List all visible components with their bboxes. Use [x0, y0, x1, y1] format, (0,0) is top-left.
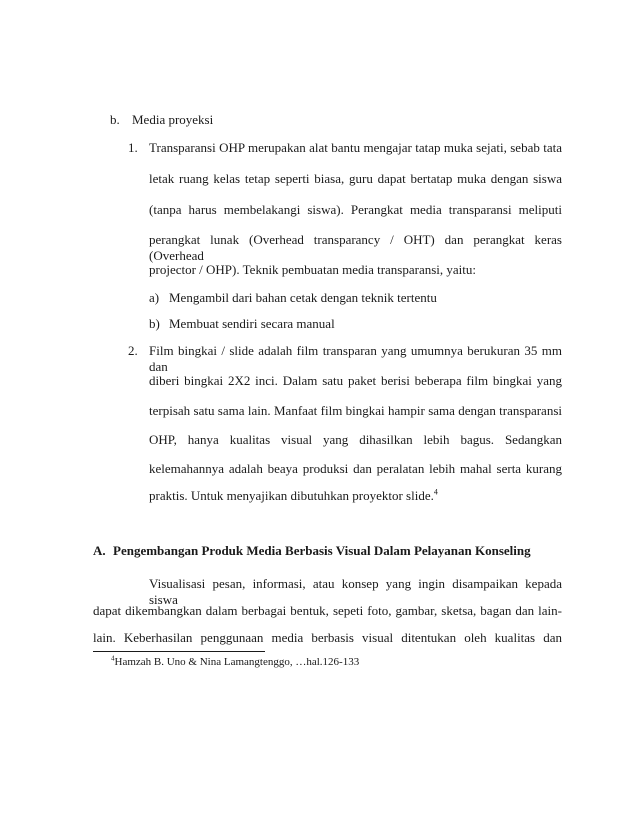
sub-item-b-text: Membuat sendiri secara manual — [169, 316, 335, 331]
item-1-line-1: Transparansi OHP merupakan alat bantu mengajar tatap muka sejati, sebab tata — [149, 140, 562, 155]
sub-item-a-marker: a) — [149, 290, 160, 305]
sub-item-a-text: Mengambil dari bahan cetak dengan teknik tertentu — [169, 290, 437, 305]
item-1-line-3: (tanpa harus membelakangi siswa). Perangkat media transparansi meliputi — [149, 202, 562, 217]
section-a-heading: Pengembangan Produk Media Berbasis Visual Dalam Pelayanan Konseling — [113, 543, 531, 558]
item-2-line-6 — [149, 488, 438, 504]
footnote-text: Hamzah B. Uno & Nina Lamangtenggo, …hal.126-133 — [114, 656, 360, 668]
sub-item-b-marker: b) — [149, 316, 160, 331]
item-2-line-2: diberi bingkai 2X2 inci. Dalam satu paket berisi beberapa film bingkai yang — [149, 373, 562, 388]
item-2-line-1: Film bingkai / slide adalah film transparan yang umumnya berukuran 35 mm dan — [149, 343, 562, 374]
section-b-title: Media proyeksi — [132, 112, 214, 127]
item-2-line-6-text: praktis. Untuk menyajikan dibutuhkan proyektor slide. — [149, 488, 434, 503]
item-1-line-4: perangkat lunak (Overhead transparancy / OHT) dan perangkat keras (Overhead — [149, 232, 562, 263]
footnote-reference[interactable]: 4 — [433, 487, 438, 497]
section-a-line-2: dapat dikembangkan dalam berbagai bentuk, sepeti foto, gambar, sketsa, bagan dan lain- — [93, 603, 562, 618]
footnote-number: 4 — [111, 654, 115, 663]
item-2-line-5: kelemahannya adalah beaya produksi dan peralatan lebih mahal serta kurang — [149, 461, 562, 476]
list-item-1-number: 1. — [128, 140, 138, 155]
list-item-2-number: 2. — [128, 343, 138, 358]
item-1-line-5: projector / OHP). Teknik pembuatan media transparansi, yaitu: — [149, 262, 477, 277]
section-b-marker: b. — [110, 112, 120, 127]
item-1-line-2: letak ruang kelas tetap seperti biasa, guru dapat bertatap muka dengan siswa — [149, 171, 562, 186]
section-a-line-1: Visualisasi pesan, informasi, atau konsep yang ingin disampaikan kepada siswa — [149, 576, 562, 607]
section-a-line-3: lain. Keberhasilan penggunaan media berbasis visual ditentukan oleh kualitas dan — [93, 630, 562, 645]
footnote-separator — [93, 651, 265, 652]
item-2-line-4: OHP, hanya kualitas visual yang dihasilkan lebih bagus. Sedangkan — [149, 432, 562, 447]
footnote — [111, 655, 359, 669]
item-2-line-3: terpisah satu sama lain. Manfaat film bingkai hampir sama dengan transparansi — [149, 403, 562, 418]
section-a-marker: A. — [93, 543, 106, 558]
